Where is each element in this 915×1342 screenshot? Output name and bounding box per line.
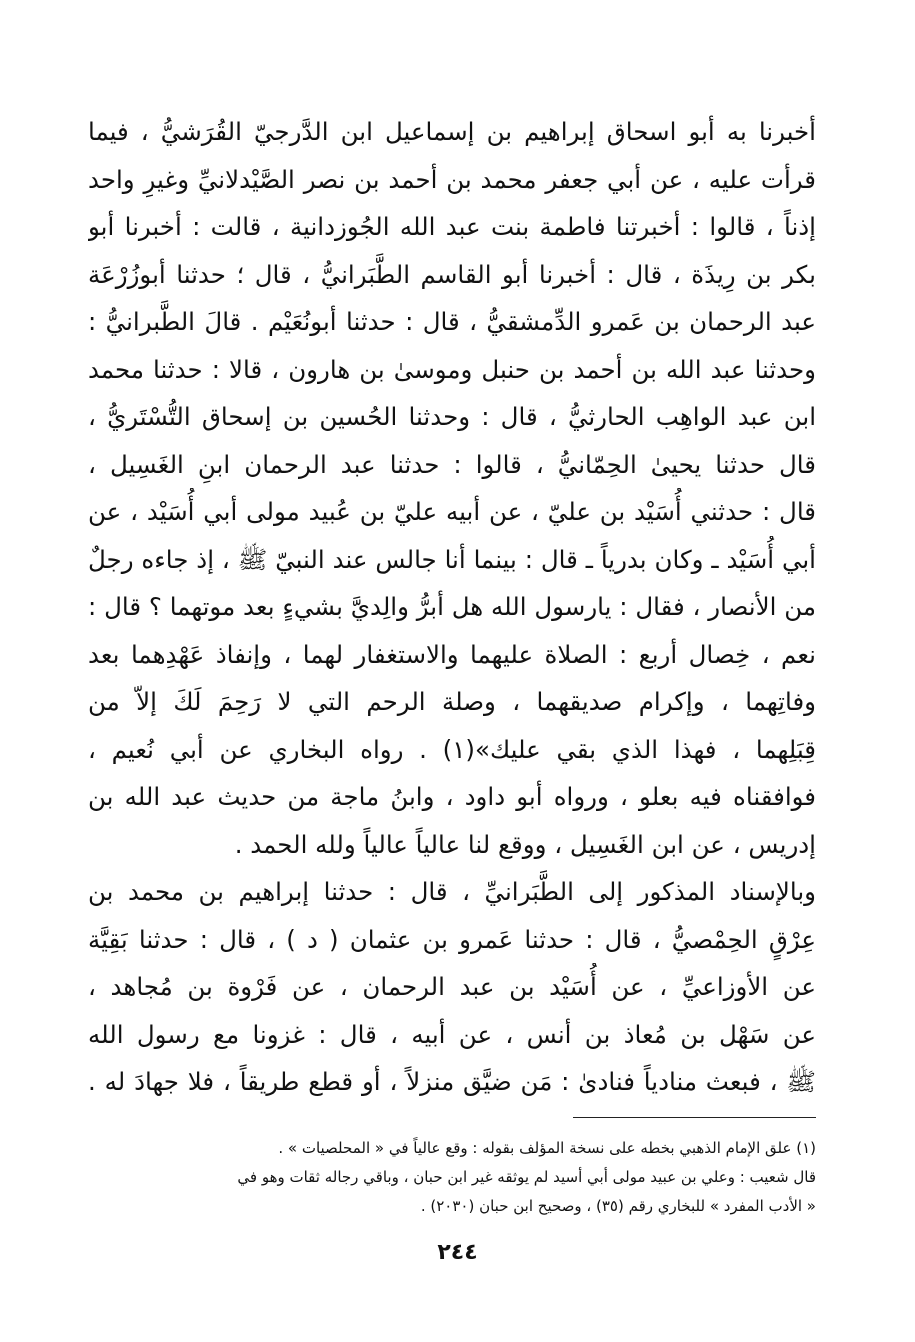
footnote-line: قال شعيب : وعلي بن عبيد مولى أبي أسيد لم يوثقه غير ابن حبان ، وباقي رجاله ثقات وهو في [237, 1168, 816, 1186]
text-line: قال : حدثني أُسَيْد بن عليّ ، عن أبيه عليّ بن عُبيد مولى أبي أُسَيْد ، عن [88, 497, 816, 526]
text-line: ابن عبد الواهِب الحارثيُّ ، قال : وحدثنا الحُسين بن إسحاق التُّسْتَريُّ ، [88, 402, 816, 431]
text-line: إذناً ، قالوا : أخبرتنا فاطمة بنت عبد الله الجُوزدانية ، قالت : أخبرنا أبو [88, 212, 816, 241]
footnote-divider [573, 1117, 816, 1118]
text-line: عن سَهْل بن مُعاذ بن أنس ، عن أبيه ، قال : غزونا مع رسول الله [88, 1019, 816, 1049]
text-line: إدريس ، عن ابن الغَسِيل ، ووقع لنا عالياً عالياً ولله الحمد . [234, 829, 816, 859]
text-line: عن الأوزاعيِّ ، عن أُسَيْد بن عبد الرحمان ، عن فَرْوة بن مُجاهد ، [88, 972, 816, 1001]
text-line: قِبَلِهما ، فهذا الذي بقي عليك»(١) . رواه البخاري عن أبي نُعيم ، [88, 734, 816, 764]
text-line: عِرْقٍ الحِمْصيُّ ، قال : حدثنا عَمرو بن عثمان ( د ) ، قال : حدثنا بَقِيَّة [88, 924, 816, 954]
text-line: بكر بن رِيذَة ، قال : أخبرنا أبو القاسم الطَّبَرانيُّ ، قال ؛ حدثنا أبوزُرْعَة [88, 259, 816, 289]
footnote-line: « الأدب المفرد » للبخاري رقم (٣٥) ، وصحيح ابن حبان (٢٠٣٠) . [420, 1197, 816, 1215]
text-line: قال حدثنا يحيىٰ الحِمّانيُّ ، قالوا : حدثنا عبد الرحمان ابنِ الغَسِيل ، [88, 449, 816, 479]
text-line: قرأت عليه ، عن أبي جعفر محمد بن أحمد بن نصر الصَّيْدلانيِّ وغيرِ واحد [88, 164, 816, 194]
text-line: عبد الرحمان بن عَمرو الدِّمشقيُّ ، قال : حدثنا أبونُعَيْم . قالَ الطَّبرانيُّ : [88, 307, 816, 336]
text-line: أبي أُسَيْد ـ وكان بدرياً ـ قال : بينما أنا جالس عند النبيّ ﷺ ، إذ جاءه رجلٌ [88, 544, 816, 574]
page-number: ٢٤٤ [437, 1240, 478, 1265]
footnote-line: (١) علق الإمام الذهبي بخطه على نسخة المؤلف بقوله : وقع عالياً في « المحلصيات » . [278, 1139, 816, 1157]
text-line: وبالإسناد المذكور إلى الطَّبَرانيِّ ، قال : حدثنا إبراهيم بن محمد بن [88, 877, 816, 906]
footnotes [88, 1134, 816, 1221]
text-line: من الأنصار ، فقال : يارسول الله هل أبرُّ والِديَّ بشيءٍ بعد موتهما ؟ قال : [88, 592, 816, 621]
text-line: فوافقناه فيه بعلو ، ورواه أبو داود ، وابنُ ماجة من حديث عبد الله بن [88, 782, 816, 811]
text-line: وفاتِهما ، وإكرام صديقهما ، وصلة الرحم التي لا رَحِمَ لَكَ إلاّ من [88, 687, 816, 716]
text-line: أخبرنا به أبو اسحاق إبراهيم بن إسماعيل ابن الدَّرجيّ القُرَشيُّ ، فيما [88, 117, 816, 146]
text-line: وحدثنا عبد الله بن أحمد بن حنبل وموسىٰ بن هارون ، قالا : حدثنا محمد [88, 354, 816, 384]
text-line: نعم ، خِصال أربع : الصلاة عليهما والاستغفار لهما ، وإنفاذ عَهْدِهما بعد [88, 639, 816, 669]
main-text [88, 108, 816, 1106]
text-line: ﷺ ، فبعث منادياً فنادىٰ : مَن ضيَّق منزلاً ، أو قطع طريقاً ، فلا جهادَ له . [88, 1067, 816, 1096]
